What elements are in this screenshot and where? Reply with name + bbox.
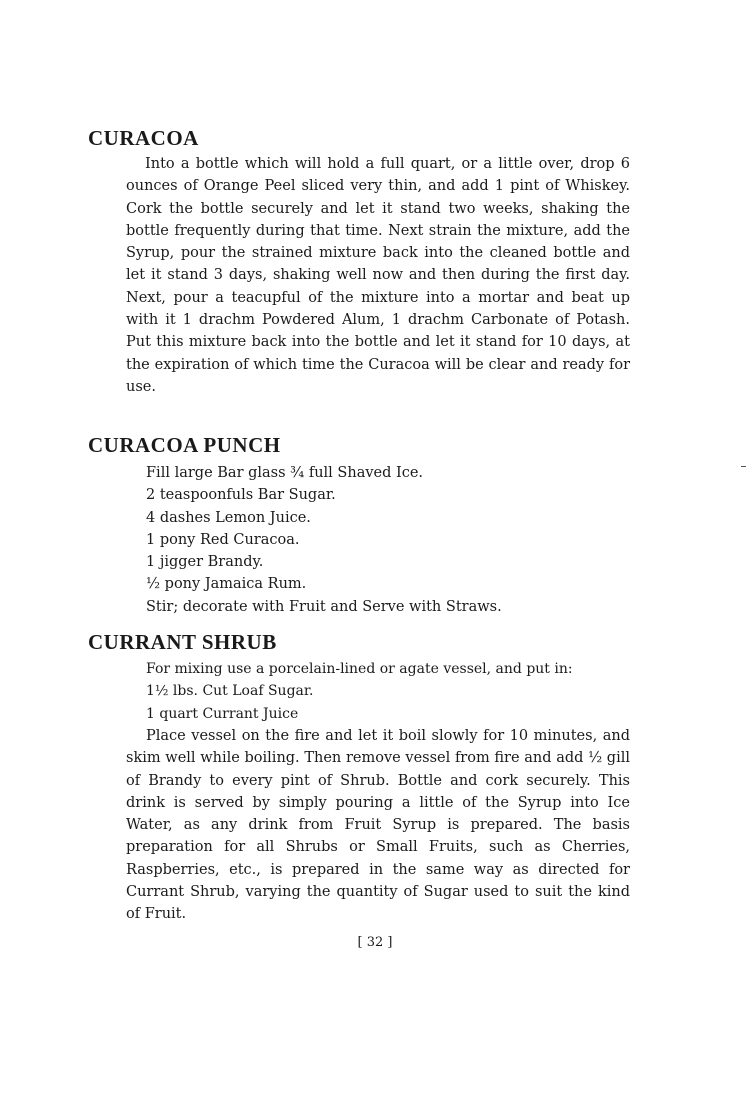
recipe-heading-currant-shrub: CURRANT SHRUB [88,630,277,654]
recipe-heading-curacoa: CURACOA [88,126,199,150]
margin-mark [741,466,746,467]
ingredient-line: Fill large Bar glass ¾ full Shaved Ice. [146,465,424,481]
ingredient-line: 1 quart Currant Juice [146,705,299,722]
ingredient-line: 1½ lbs. Cut Loaf Sugar. [146,683,314,700]
ingredient-line: 1 jigger Brandy. [146,554,264,571]
ingredient-line: 1 pony Red Curacoa. [146,531,300,548]
instruction-line: Stir; decorate with Fruit and Serve with Straws. [146,598,502,615]
ingredient-list-curacoa-punch [146,462,502,618]
recipe-heading-curacoa-punch: CURACOA PUNCH [88,433,281,457]
ingredient-line: 4 dashes Lemon Juice. [146,509,311,526]
ingredient-line: ½ pony Jamaica Rum. [146,576,307,593]
ingredient-list-currant-shrub [146,658,573,725]
page-number: [ 32 ] [357,935,393,950]
recipe-body-curacoa: Into a bottle which will hold a full quart, or a little over, drop 6 ounces of Orange Peel sliced very thin, and add 1 pint of Whiskey. Cork the bottle securely and let it stand two weeks, shaking the bottle frequently during that time. Next strain the mixture, add the Syrup, pour the strained mixture back into the cleaned bottle and let it stand 3 days, shaking well now and then during the first day. Next, pour a teacupful of the mixture into a mortar and beat up with it 1 drachm Powdered Alum, 1 drachm Carbonate of Potash. Put this mixture back into the bottle and let it stand for 10 days, at the expiration of which time the Curacoa will be clear and ready for use. [126,156,630,395]
ingredient-line: 2 teaspoonfuls Bar Sugar. [146,487,336,504]
recipe-body-currant-shrub: Place vessel on the fire and let it boil slowly for 10 minutes, and skim well while boiling. Then remove vessel from fire and add ½ gill of Brandy to every pint of Shrub. Bottle and cork securely. This drink is served by simply pouring a little of the Syrup into Ice Water, as any drink from Fruit Syrup is prepared. The basis preparation for all Shrubs or Small Fruits, such as Cherries, Raspberries, etc., is prepared in the same way as directed for Currant Shrub, varying the quantity of Sugar used to suit the kind of Fruit. [126,728,630,923]
instruction-line: For mixing use a porcelain-lined or agate vessel, and put in: [146,661,573,677]
